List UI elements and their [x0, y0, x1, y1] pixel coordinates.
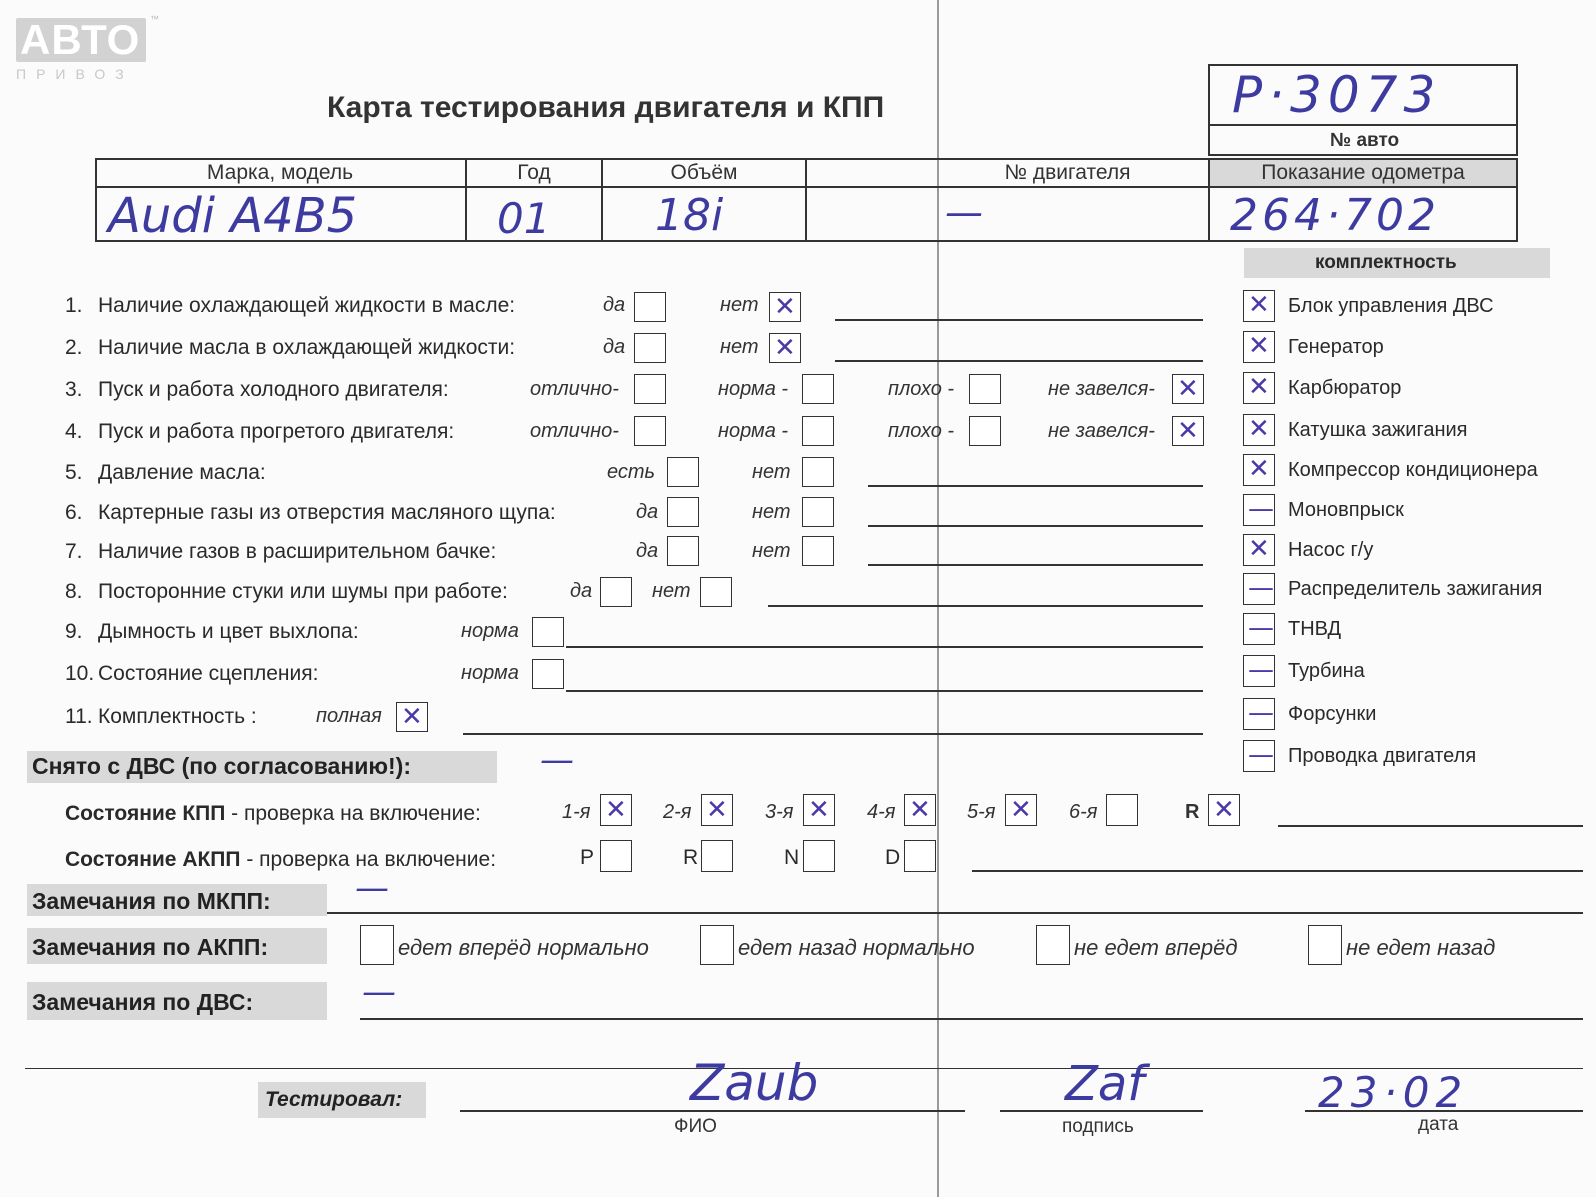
signature-value: Zaf [1065, 1056, 1145, 1112]
question-9-text: Дымность и цвет выхлопа: [98, 620, 359, 643]
completeness-10-mark: — [1248, 655, 1274, 685]
question-4-text: Пуск и работа прогретого двигателя: [98, 420, 455, 443]
question-7-option-yes: да [636, 540, 659, 562]
question-3-bad-checkbox[interactable] [969, 374, 1001, 404]
kpp-gear-6-label: 6-я [1069, 801, 1098, 823]
remarks-akpp-label: Замечания по АКПП: [32, 934, 269, 960]
question-6-number: 6. [65, 501, 83, 524]
question-2-no-checkbox[interactable]: ✕ [769, 333, 801, 363]
completeness-7-label: Насос г/у [1288, 539, 1374, 561]
question-4-bad-checkbox[interactable] [969, 416, 1001, 446]
question-1-yes-checkbox[interactable] [634, 292, 666, 322]
question-10-option-normal: норма [461, 662, 519, 684]
question-4-option-normal: норма - [718, 420, 789, 442]
question-10-note-line [566, 690, 1203, 692]
completeness-10-checkbox[interactable] [1243, 655, 1275, 687]
completeness-8-mark: — [1248, 573, 1274, 603]
completeness-5-mark: ✕ [1248, 454, 1270, 484]
akpp-mode-n-label: N [784, 846, 800, 869]
question-2-yes-checkbox[interactable] [634, 333, 666, 363]
tested-label: Тестировал: [265, 1088, 403, 1111]
remarks-dvs-value: — [362, 972, 396, 1012]
question-4-option-excellent: отлично- [530, 420, 619, 442]
completeness-5-label: Компрессор кондиционера [1288, 459, 1538, 481]
remarks-mkpp-line [327, 912, 1583, 914]
year-value: 01 [497, 194, 551, 243]
kpp-gear-r-label: R [1185, 801, 1200, 823]
question-5-no-checkbox[interactable] [802, 457, 834, 487]
completeness-2-label: Генератор [1288, 336, 1384, 358]
completeness-2-checkbox[interactable] [1243, 331, 1275, 363]
question-7-yes-checkbox[interactable] [667, 536, 699, 566]
kpp-gear-2-checkbox[interactable]: ✕ [701, 794, 733, 826]
question-7-no-checkbox[interactable] [802, 536, 834, 566]
akpp-reverse-ok-checkbox[interactable] [700, 925, 734, 965]
question-8-yes-checkbox[interactable] [600, 577, 632, 607]
odometer-value: 264·702 [1230, 190, 1440, 241]
question-6-text: Картерные газы из отверстия масляного щупа: [98, 501, 556, 524]
akpp-mode-r-checkbox[interactable] [701, 840, 733, 872]
car-number-value: P·3073 [1232, 66, 1442, 124]
kpp-note-line [1278, 825, 1583, 827]
question-1-no-checkbox[interactable]: ✕ [769, 292, 801, 322]
question-2-option-no: нет [720, 336, 759, 358]
question-11-note-line [463, 733, 1203, 735]
page-title: Карта тестирования двигателя и КПП [327, 91, 885, 124]
completeness-3-mark: ✕ [1248, 372, 1270, 402]
question-7-text: Наличие газов в расширительном бачке: [98, 540, 497, 563]
question-1-text: Наличие охлаждающей жидкости в масле: [98, 294, 516, 317]
akpp-mode-n-checkbox[interactable] [803, 840, 835, 872]
odometer-header: Показание одометра [1261, 161, 1465, 184]
question-11-option-full: полная [316, 705, 382, 727]
volume-header: Объём [670, 161, 738, 184]
signature-label: подпись [1062, 1116, 1134, 1137]
completeness-6-checkbox[interactable] [1243, 494, 1275, 526]
kpp-gear-r-checkbox[interactable]: ✕ [1208, 794, 1240, 826]
question-4-excellent-checkbox[interactable] [634, 416, 666, 446]
akpp-mode-r-label: R [683, 846, 699, 869]
akpp-no-forward-checkbox[interactable] [1036, 925, 1070, 965]
akpp-reverse-ok-label: едет назад нормально [738, 935, 975, 960]
fio-signature: Zaub [690, 1054, 819, 1112]
completeness-1-checkbox[interactable] [1243, 290, 1275, 322]
completeness-9-checkbox[interactable] [1243, 613, 1275, 645]
completeness-11-mark: — [1248, 698, 1274, 728]
completeness-9-label: ТНВД [1288, 618, 1342, 640]
engine-number-value: — [945, 190, 983, 234]
engine-number-header: № двигателя [1004, 161, 1131, 184]
completeness-header: комплектность [1315, 252, 1457, 273]
question-3-option-normal: норма - [718, 378, 789, 400]
brand-header: Марка, модель [206, 161, 354, 184]
brand-value: Audi A4B5 [108, 188, 358, 244]
date-label: дата [1418, 1114, 1459, 1135]
kpp-gear-1-label: 1-я [562, 801, 591, 823]
question-4-number: 4. [65, 420, 83, 443]
question-8-option-no: нет [652, 580, 691, 602]
logo-subtitle: ПРИВОЗ [16, 66, 134, 82]
question-3-text: Пуск и работа холодного двигателя: [98, 378, 449, 401]
year-header: Год [517, 161, 551, 184]
remarks-dvs-label: Замечания по ДВС: [32, 989, 254, 1015]
kpp-gear-4-label: 4-я [867, 801, 896, 823]
completeness-6-mark: — [1248, 494, 1274, 524]
question-8-no-checkbox[interactable] [700, 577, 732, 607]
question-5-option-no: нет [752, 461, 791, 483]
question-1-option-yes: да [603, 294, 626, 316]
akpp-no-reverse-checkbox[interactable] [1308, 925, 1342, 965]
question-4-no-start-checkbox[interactable]: ✕ [1172, 416, 1204, 446]
logo-trademark: ™ [150, 14, 159, 24]
completeness-1-mark: ✕ [1248, 290, 1270, 320]
kpp-gear-1-checkbox[interactable]: ✕ [600, 794, 632, 826]
akpp-mode-p-checkbox[interactable] [600, 840, 632, 872]
completeness-5-checkbox[interactable] [1243, 454, 1275, 486]
question-6-option-yes: да [636, 501, 659, 523]
question-2-option-yes: да [603, 336, 626, 358]
question-7-option-no: нет [752, 540, 791, 562]
question-6-yes-checkbox[interactable] [667, 497, 699, 527]
question-3-no-start-checkbox[interactable]: ✕ [1172, 374, 1204, 404]
kpp-gear-6-checkbox[interactable] [1106, 794, 1138, 826]
question-8-option-yes: да [570, 580, 593, 602]
completeness-1-label: Блок управления ДВС [1288, 295, 1494, 317]
question-6-option-no: нет [752, 501, 791, 523]
question-1-option-no: нет [720, 294, 759, 316]
question-11-full-checkbox[interactable]: ✕ [396, 702, 428, 732]
kpp-gear-4-checkbox[interactable]: ✕ [904, 794, 936, 826]
question-10-text: Состояние сцепления: [98, 662, 319, 685]
completeness-3-label: Карбюратор [1288, 377, 1402, 399]
akpp-no-reverse-label: не едет назад [1346, 935, 1496, 960]
removed-value: — [540, 740, 574, 780]
kpp-gear-3-label: 3-я [765, 801, 794, 823]
question-4-normal-checkbox[interactable] [802, 416, 834, 446]
completeness-4-label: Катушка зажигания [1288, 419, 1468, 441]
kpp-gear-3-checkbox[interactable]: ✕ [803, 794, 835, 826]
question-2-text: Наличие масла в охлаждающей жидкости: [98, 336, 516, 359]
akpp-no-forward-label: не едет вперёд [1074, 935, 1238, 960]
question-10-number: 10. [65, 662, 95, 685]
completeness-7-mark: ✕ [1248, 534, 1270, 564]
completeness-4-mark: ✕ [1248, 414, 1270, 444]
question-4-option-bad: плохо - [888, 420, 955, 442]
kpp-gear-2-label: 2-я [663, 801, 692, 823]
question-5-yes-checkbox[interactable] [667, 457, 699, 487]
question-2-number: 2. [65, 336, 83, 359]
completeness-12-checkbox[interactable] [1243, 740, 1275, 772]
question-9-normal-checkbox[interactable] [532, 617, 564, 647]
question-8-note-line [768, 605, 1203, 607]
completeness-2-mark: ✕ [1248, 331, 1270, 361]
question-5-number: 5. [65, 461, 83, 484]
akpp-mode-d-label: D [885, 846, 901, 869]
akpp-mode-d-checkbox[interactable] [904, 840, 936, 872]
completeness-8-label: Распределитель зажигания [1288, 578, 1543, 600]
akpp-note-line [972, 870, 1583, 872]
question-1-number: 1. [65, 294, 83, 317]
removed-label: Снято с ДВС (по согласованию!): [32, 753, 411, 779]
akpp-forward-ok-label: едет вперёд нормально [398, 935, 649, 960]
question-5-text: Давление масла: [98, 461, 266, 484]
akpp-forward-ok-checkbox[interactable] [360, 925, 394, 965]
completeness-8-checkbox[interactable] [1243, 573, 1275, 605]
question-7-note-line [868, 564, 1203, 566]
date-value: 23·02 [1318, 1068, 1469, 1117]
question-5-option-yes: есть [607, 461, 656, 483]
question-3-excellent-checkbox[interactable] [634, 374, 666, 404]
remarks-mkpp-label: Замечания по МКПП: [32, 888, 271, 914]
question-9-number: 9. [65, 620, 83, 643]
question-6-no-checkbox[interactable] [802, 497, 834, 527]
question-8-text: Посторонние стуки или шумы при работе: [98, 580, 508, 603]
completeness-11-label: Форсунки [1288, 703, 1377, 725]
completeness-10-label: Турбина [1288, 660, 1365, 682]
completeness-12-label: Проводка двигателя [1288, 745, 1477, 767]
completeness-9-mark: — [1248, 613, 1274, 643]
question-3-number: 3. [65, 378, 83, 401]
question-9-option-normal: норма [461, 620, 519, 642]
question-8-number: 8. [65, 580, 83, 603]
question-4-option-no-start: не завелся- [1048, 420, 1155, 442]
akpp-label: Состояние АКПП - проверка на включение: [65, 848, 497, 871]
car-number-label: № авто [1330, 130, 1400, 151]
akpp-mode-p-label: P [580, 846, 595, 869]
kpp-gear-5-label: 5-я [967, 801, 996, 823]
completeness-3-checkbox[interactable] [1243, 372, 1275, 404]
question-1-note-line [835, 319, 1203, 321]
completeness-4-checkbox[interactable] [1243, 414, 1275, 446]
question-3-option-no-start: не завелся- [1048, 378, 1155, 400]
question-10-normal-checkbox[interactable] [532, 659, 564, 689]
question-11-text: Комплектность : [98, 705, 257, 728]
question-7-number: 7. [65, 540, 83, 563]
question-3-option-bad: плохо - [888, 378, 955, 400]
remarks-dvs-line [360, 1018, 1583, 1020]
completeness-11-checkbox[interactable] [1243, 698, 1275, 730]
volume-value: 18i [655, 190, 724, 241]
kpp-label: Состояние КПП - проверка на включение: [65, 802, 481, 825]
question-5-note-line [868, 485, 1203, 487]
completeness-12-mark: — [1248, 740, 1274, 770]
question-9-note-line [566, 646, 1203, 648]
question-3-option-excellent: отлично- [530, 378, 619, 400]
completeness-7-checkbox[interactable] [1243, 534, 1275, 566]
question-6-note-line [868, 525, 1203, 527]
completeness-6-label: Моновпрыск [1288, 499, 1404, 521]
logo-text: АВТО [20, 16, 141, 63]
fio-label: ФИО [674, 1116, 717, 1137]
question-11-number: 11. [65, 705, 93, 728]
question-2-note-line [835, 360, 1203, 362]
question-3-normal-checkbox[interactable] [802, 374, 834, 404]
kpp-gear-5-checkbox[interactable]: ✕ [1005, 794, 1037, 826]
remarks-mkpp-value: — [355, 868, 389, 908]
